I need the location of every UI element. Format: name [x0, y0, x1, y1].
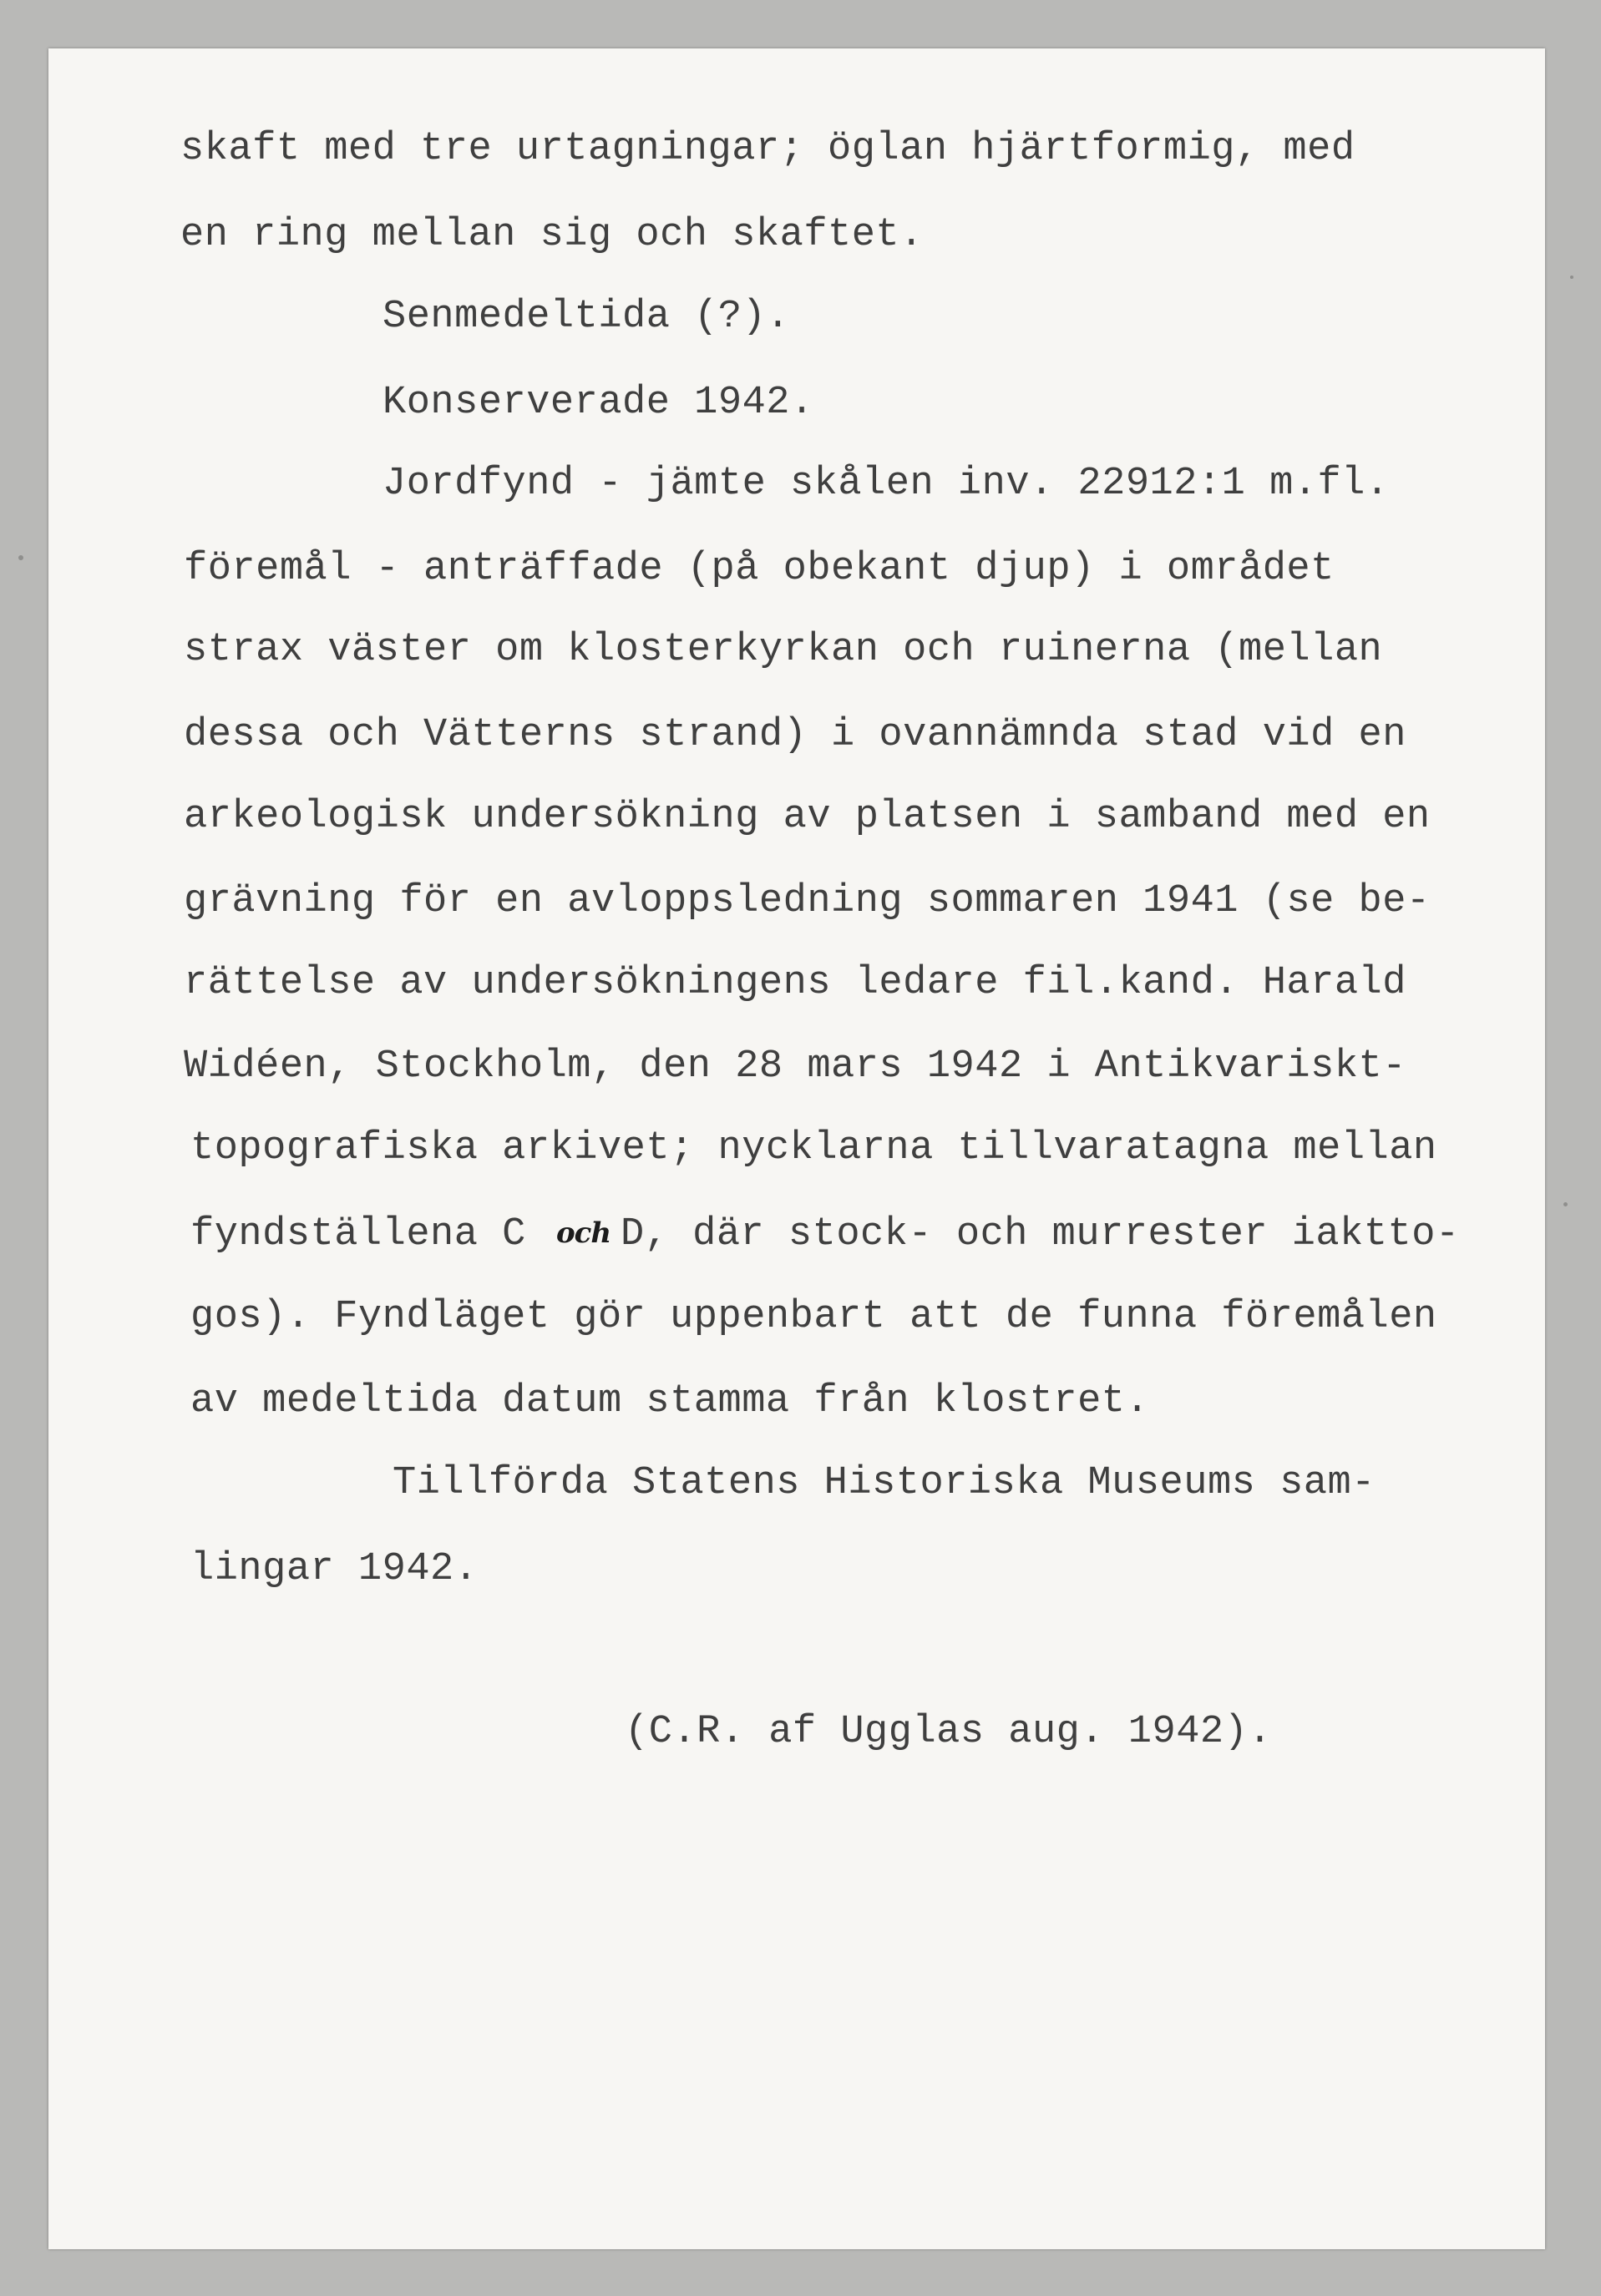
backdrop-speck — [18, 555, 23, 560]
text-line-18: lingar 1942. — [190, 1547, 479, 1591]
text-line-17: Tillförda Statens Historiska Museums sam- — [393, 1461, 1376, 1505]
signature-line: (C.R. af Ugglas aug. 1942). — [625, 1710, 1273, 1754]
text-line-14b: D, där stock- och murrester iaktto- — [621, 1212, 1460, 1257]
backdrop-speck — [1570, 276, 1573, 279]
text-line-1: skaft med tre urtagningar; öglan hjärtformig, med — [180, 127, 1355, 171]
text-line-11: rättelse av undersökningens ledare fil.kand. Harald — [184, 961, 1406, 1005]
text-line-8: dessa och Vätterns strand) i ovannämnda stad vid en — [184, 713, 1406, 757]
text-line-12: Widéen, Stockholm, den 28 mars 1942 i Antikvariskt- — [184, 1044, 1406, 1089]
document-sheet — [48, 48, 1545, 2249]
text-line-2: en ring mellan sig och skaftet. — [180, 213, 924, 257]
text-line-16: av medeltida datum stamma från klostret. — [190, 1379, 1150, 1424]
text-line-4: Konserverade 1942. — [383, 381, 814, 425]
backdrop-speck — [1563, 1202, 1568, 1206]
text-line-7: strax väster om klosterkyrkan och ruinerna (mellan — [184, 628, 1383, 672]
handwritten-insert: och — [556, 1216, 611, 1250]
text-line-10: grävning för en avloppsledning sommaren 1941 (se be- — [184, 879, 1431, 923]
text-line-14a: fyndställena C — [190, 1212, 526, 1257]
text-line-3: Senmedeltida (?). — [383, 295, 790, 339]
text-line-15: gos). Fyndläget gör uppenbart att de funna föremålen — [190, 1295, 1437, 1339]
text-line-5: Jordfynd - jämte skålen inv. 22912:1 m.fl. — [383, 462, 1390, 506]
text-line-9: arkeologisk undersökning av platsen i samband med en — [184, 795, 1431, 839]
text-line-13: topografiska arkivet; nycklarna tillvaratagna mellan — [190, 1126, 1437, 1171]
text-line-6: föremål - anträffade (på obekant djup) i området — [184, 547, 1335, 591]
